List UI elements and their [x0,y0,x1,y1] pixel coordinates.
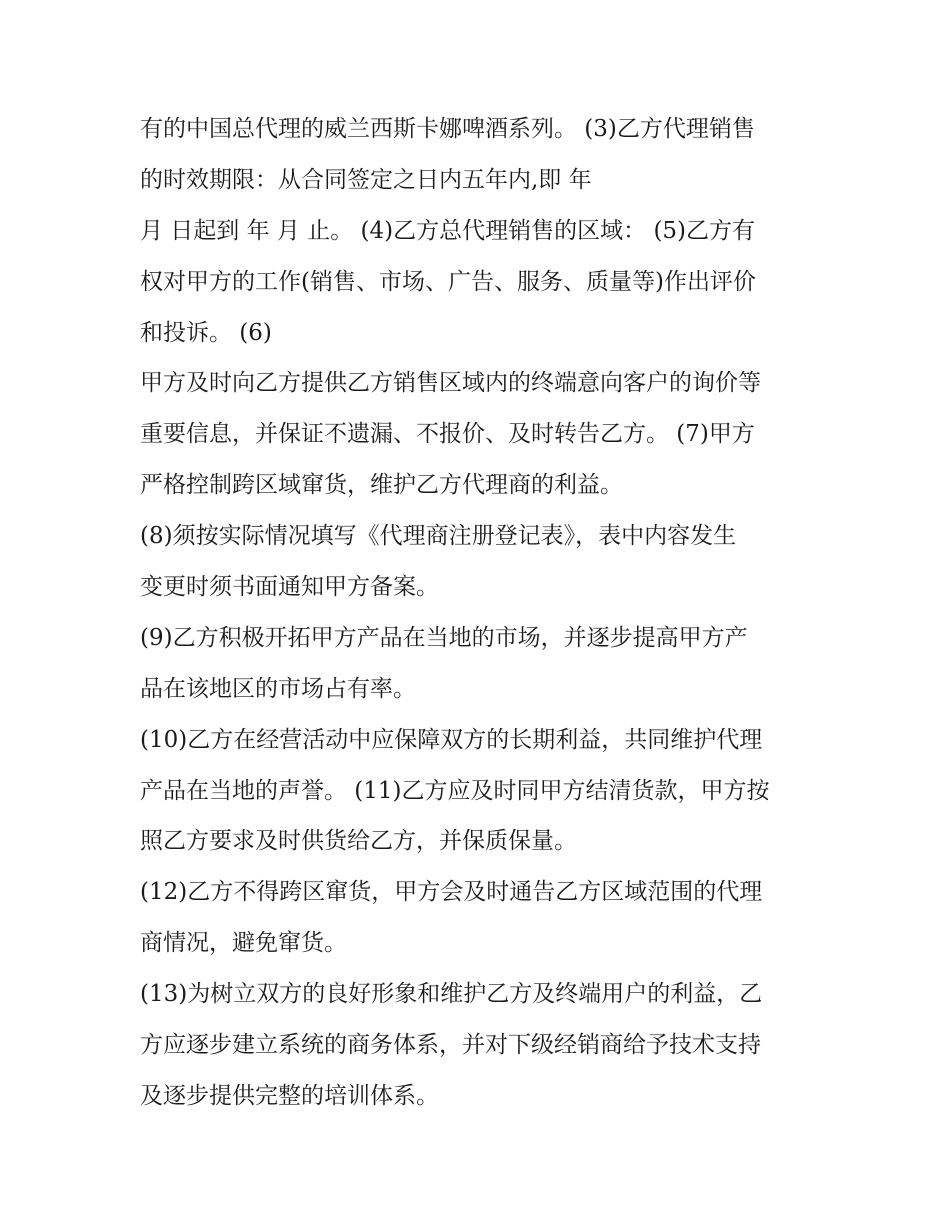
text-line: 严格控制跨区域窜货，维护乙方代理商的利益。 [140,472,623,499]
document-body [140,104,830,1122]
text-line: (10)乙方在经营活动中应保障双方的长期利益，共同维护代理 [140,726,763,753]
text-line: 变更时须书面通知甲方备案。 [140,574,439,601]
text-line: 产品在当地的声誉。 (11)乙方应及时同甲方结清货款，甲方按 [140,777,770,804]
text-line: (8)须按实际情况填写《代理商注册登记表》，表中内容发生 [140,523,737,550]
text-line: 有的中国总代理的威兰西斯卡娜啤酒系列。 (3)乙方代理销售 [140,116,755,142]
text-line: 甲方及时向乙方提供乙方销售区域内的终端意向客户的询价等 [140,370,761,397]
text-line: 重要信息，并保证不遗漏、不报价、及时转告乙方。 (7)甲方 [140,421,755,448]
text-line: 月 日起到 年 月 止。 (4)乙方总代理销售的区域： (5)乙方有 [140,217,756,244]
text-line: 方应逐步建立系统的商务体系，并对下级经销商给予技术支持 [140,1032,761,1059]
text-line: (13)为树立双方的良好形象和维护乙方及终端用户的利益，乙 [140,981,763,1008]
text-line: (9)乙方积极开拓甲方产品在当地的市场，并逐步提高甲方产 [140,624,748,651]
text-line: 及逐步提供完整的培训体系。 [140,1082,439,1109]
text-line: 商情况，避免窜货。 [140,930,347,957]
text-line: 和投诉。 (6) [140,319,272,346]
text-line: 品在该地区的市场占有率。 [140,675,416,702]
text-line: 的时效期限：从合同签定之日内五年内,即 年 [140,166,592,193]
text-line: (12)乙方不得跨区窜货，甲方会及时通告乙方区域范围的代理 [140,879,763,906]
text-line: 照乙方要求及时供货给乙方，并保质保量。 [140,828,577,855]
text-line: 权对甲方的工作(销售、市场、广告、服务、质量等)作出评价 [140,268,756,295]
